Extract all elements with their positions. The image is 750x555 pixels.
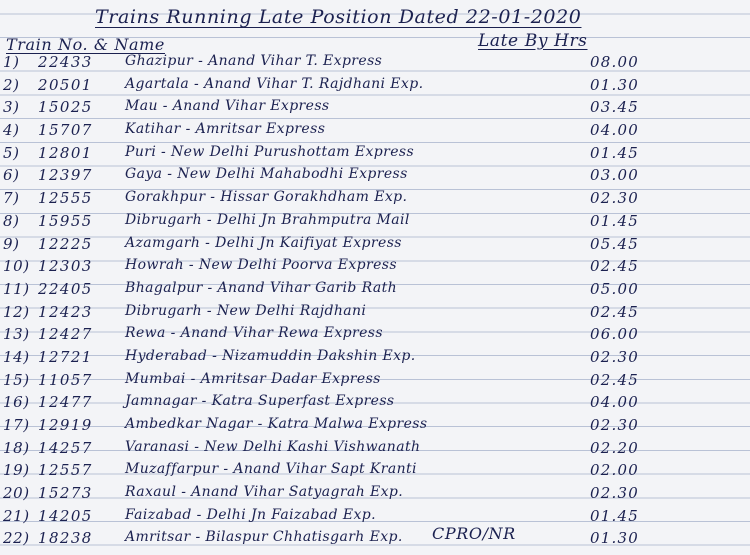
train-number: 12423 xyxy=(38,302,93,321)
train-name: Hyderabad - Nizamuddin Dakshin Exp. xyxy=(125,347,416,364)
train-number: 12721 xyxy=(38,347,93,366)
serial-number: 2) xyxy=(3,75,20,94)
list-item xyxy=(0,209,750,232)
train-number: 12427 xyxy=(38,325,93,344)
train-name: Howrah - New Delhi Poorva Express xyxy=(125,257,397,274)
serial-number: 7) xyxy=(3,189,20,208)
train-number: 12555 xyxy=(38,189,93,208)
train-name: Mumbai - Amritsar Dadar Express xyxy=(125,370,381,387)
train-number: 18238 xyxy=(38,529,93,548)
serial-number: 15) xyxy=(3,370,30,389)
train-number: 15273 xyxy=(38,484,93,503)
serial-number: 11) xyxy=(3,279,30,298)
late-by-hours: 02.30 xyxy=(590,189,639,208)
train-name: Dibrugarh - New Delhi Rajdhani xyxy=(125,302,367,319)
train-name: Rewa - Anand Vihar Rewa Express xyxy=(125,325,383,342)
list-item xyxy=(0,95,750,118)
late-by-hours: 02.45 xyxy=(590,302,639,321)
late-by-hours: 02.00 xyxy=(590,461,639,480)
list-item xyxy=(0,186,750,209)
serial-number: 9) xyxy=(3,234,20,253)
list-item xyxy=(0,436,750,459)
late-by-hours: 02.30 xyxy=(590,347,639,366)
list-item xyxy=(0,322,750,345)
serial-number: 19) xyxy=(3,461,30,480)
train-number: 12557 xyxy=(38,461,93,480)
train-number: 14257 xyxy=(38,438,93,457)
train-name: Gaya - New Delhi Mahabodhi Express xyxy=(125,166,408,183)
serial-number: 3) xyxy=(3,98,20,117)
late-by-hours: 02.45 xyxy=(590,370,639,389)
train-name: Raxaul - Anand Vihar Satyagrah Exp. xyxy=(125,484,404,501)
train-name: Dibrugarh - Delhi Jn Brahmputra Mail xyxy=(125,211,410,228)
late-by-hours: 01.30 xyxy=(590,75,639,94)
train-column-header: Train No. & Name xyxy=(6,35,165,54)
train-name: Ambedkar Nagar - Katra Malwa Express xyxy=(125,416,428,432)
train-number: 12303 xyxy=(38,257,93,276)
list-item xyxy=(0,458,750,481)
train-name: Puri - New Delhi Purushottam Express xyxy=(125,143,415,160)
list-item xyxy=(0,368,750,391)
train-number: 14205 xyxy=(38,506,93,525)
serial-number: 20) xyxy=(3,484,30,503)
serial-number: 21) xyxy=(3,506,30,525)
train-name: Azamgarh - Delhi Jn Kaifiyat Express xyxy=(125,234,402,251)
list-item xyxy=(0,504,750,527)
train-name: Katihar - Amritsar Express xyxy=(125,121,326,138)
train-name: Ghazipur - Anand Vihar T. Express xyxy=(125,53,383,69)
list-item xyxy=(0,413,750,436)
train-number: 12397 xyxy=(38,166,93,185)
list-item xyxy=(0,254,750,277)
late-by-hours: 04.00 xyxy=(590,393,639,412)
late-by-hours: 02.20 xyxy=(590,438,639,457)
list-item xyxy=(0,526,750,549)
train-list xyxy=(0,50,750,549)
late-by-hours: 04.00 xyxy=(590,121,639,140)
train-name: Agartala - Anand Vihar T. Rajdhani Exp. xyxy=(125,75,424,92)
list-item xyxy=(0,277,750,300)
late-by-hours: 01.45 xyxy=(590,211,639,230)
page-title: Trains Running Late Position Dated 22-01-2020 xyxy=(95,6,582,28)
late-by-hours: 08.00 xyxy=(590,53,639,71)
serial-number: 10) xyxy=(3,257,30,276)
train-name: Varanasi - New Delhi Kashi Vishwanath xyxy=(125,438,421,455)
list-item xyxy=(0,163,750,186)
train-number: 12225 xyxy=(38,234,93,253)
late-by-hours: 06.00 xyxy=(590,325,639,344)
late-by-hours: 03.00 xyxy=(590,166,639,185)
list-item xyxy=(0,50,750,73)
late-by-hours: 02.30 xyxy=(590,416,639,434)
serial-number: 4) xyxy=(3,121,20,140)
train-number: 22405 xyxy=(38,279,93,298)
list-item xyxy=(0,481,750,504)
train-number: 12801 xyxy=(38,143,93,162)
train-number: 15707 xyxy=(38,121,93,140)
train-name: Jamnagar - Katra Superfast Express xyxy=(125,393,395,410)
train-name: Amritsar - Bilaspur Chhatisgarh Exp. xyxy=(125,529,403,546)
serial-number: 14) xyxy=(3,347,30,366)
serial-number: 16) xyxy=(3,393,30,412)
late-column-header: Late By Hrs xyxy=(478,31,588,51)
train-name: Gorakhpur - Hissar Gorakhdham Exp. xyxy=(125,189,408,206)
list-item xyxy=(0,141,750,164)
train-name: Bhagalpur - Anand Vihar Garib Rath xyxy=(125,279,398,296)
serial-number: 1) xyxy=(3,53,20,71)
serial-number: 5) xyxy=(3,143,20,162)
late-by-hours: 01.45 xyxy=(590,506,639,525)
train-name: Mau - Anand Vihar Express xyxy=(125,98,330,115)
train-name: Muzaffarpur - Anand Vihar Sapt Kranti xyxy=(125,461,417,478)
train-number: 12919 xyxy=(38,416,93,434)
list-item xyxy=(0,232,750,255)
late-by-hours: 05.45 xyxy=(590,234,639,253)
late-by-hours: 02.30 xyxy=(590,484,639,503)
train-number: 11057 xyxy=(38,370,93,389)
train-number: 15955 xyxy=(38,211,93,230)
late-by-hours: 05.00 xyxy=(590,279,639,298)
serial-number: 22) xyxy=(3,529,30,548)
late-by-hours: 03.45 xyxy=(590,98,639,117)
serial-number: 18) xyxy=(3,438,30,457)
list-item xyxy=(0,118,750,141)
train-name: Faizabad - Delhi Jn Faizabad Exp. xyxy=(125,506,376,523)
late-by-hours: 01.45 xyxy=(590,143,639,162)
train-number: 12477 xyxy=(38,393,93,412)
serial-number: 13) xyxy=(3,325,30,344)
late-by-hours: 01.30 xyxy=(590,529,639,548)
list-item xyxy=(0,345,750,368)
list-item xyxy=(0,390,750,413)
serial-number: 8) xyxy=(3,211,20,230)
serial-number: 12) xyxy=(3,302,30,321)
train-number: 15025 xyxy=(38,98,93,117)
train-number: 20501 xyxy=(38,75,93,94)
footer-signature: CPRO/NR xyxy=(432,524,516,543)
late-by-hours: 02.45 xyxy=(590,257,639,276)
list-item xyxy=(0,73,750,96)
serial-number: 17) xyxy=(3,416,30,434)
train-number: 22433 xyxy=(38,53,93,71)
list-item xyxy=(0,300,750,323)
serial-number: 6) xyxy=(3,166,20,185)
